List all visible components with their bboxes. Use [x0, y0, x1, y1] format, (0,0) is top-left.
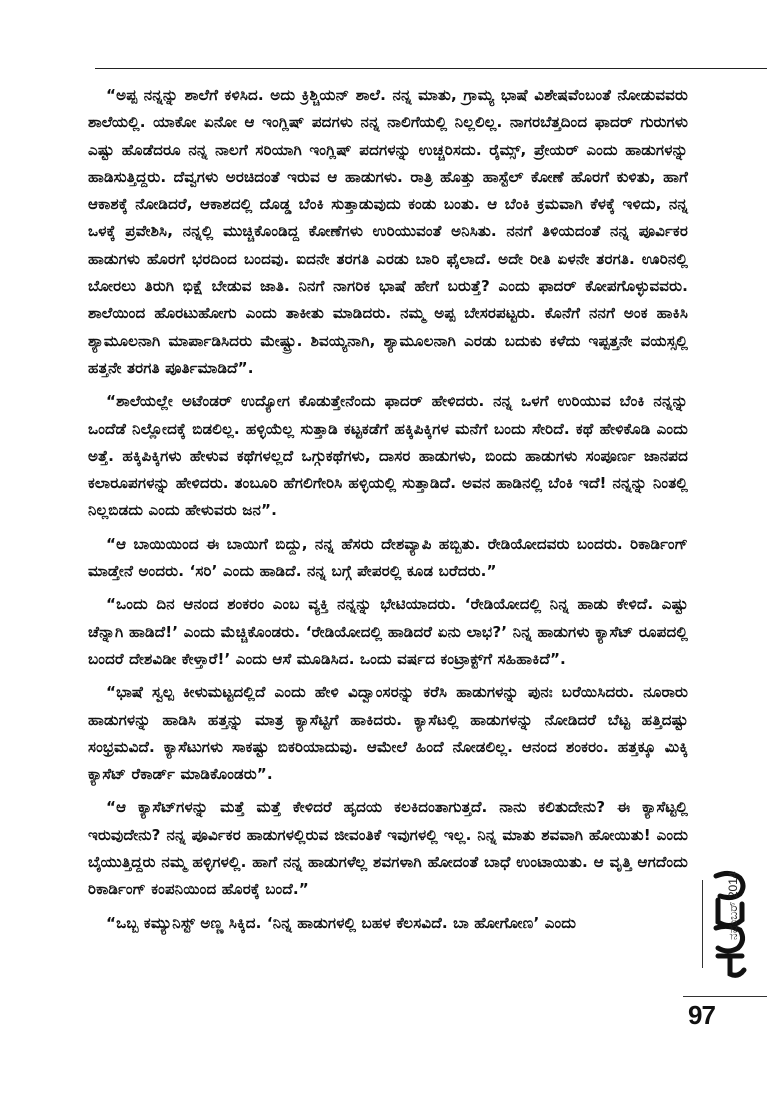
article-paragraph: “ಆ ಬಾಯಿಯಿಂದ ಈ ಬಾಯಿಗೆ ಬಿದ್ದು, ನನ್ನ ಹೆಸರು ದೇಶವ್ಯಾಪಿ ಹಬ್ಬಿತು. ರೇಡಿಯೋದವರು ಬಂದರು. ರಿಕಾರ್ಡಿಂಗ್ ಮಾಡ್ತೇನೆ ಅಂದರು. ‘ಸರಿ’ ಎಂದು ಹಾಡಿದೆ. ನನ್ನ ಬಗ್ಗೆ ಪೇಪರಲ್ಲಿ ಕೂಡ ಬರೆದರು.” — [88, 534, 688, 581]
magazine-masthead — [708, 870, 767, 980]
issue-date: ನವೆಂಬರ್ 2014 — [726, 871, 740, 940]
footer-rule — [683, 996, 767, 997]
article-paragraph: “ಭಾಷೆ ಸ್ವಲ್ಪ ಕೀಳುಮಟ್ಟದಲ್ಲಿದೆ ಎಂದು ಹೇಳಿ ವಿದ್ವಾಂಸರನ್ನು ಕರೆಸಿ ಹಾಡುಗಳನ್ನು ಪುನಃ ಬರೆಯಿಸಿದರು. ನೂರಾರು ಹಾಡುಗಳನ್ನು ಹಾಡಿಸಿ ಹತ್ತನ್ನು ಮಾತ್ರ ಕ್ಯಾಸೆಟ್ಟಿಗೆ ಹಾಕಿದರು. ಕ್ಯಾಸೆಟಲ್ಲಿ ಹಾಡುಗಳನ್ನು ನೋಡಿದರೆ ಬೆಟ್ಟ ಹತ್ತಿದಷ್ಟು ಸಂಭ್ರಮವಿದೆ. ಕ್ಯಾಸೆಟುಗಳು ಸಾಕಷ್ಟು ಬಿಕರಿಯಾದುವು. ಆಮೇಲೆ ಹಿಂದೆ ನೋಡಲಿಲ್ಲ. ಆನಂದ ಶಂಕರಂ. ಹತ್ತಕ್ಕೂ ಮಿಕ್ಕಿ ಕ್ಯಾಸೆಟ್ ರೆಕಾರ್ಡ್ ಮಾಡಿಕೊಂಡರು”. — [88, 683, 688, 784]
article-paragraph: “ಒಂದು ದಿನ ಆನಂದ ಶಂಕರಂ ಎಂಬ ವ್ಯಕ್ತಿ ನನ್ನನ್ನು ಭೇಟಿಯಾದರು. ‘ರೇಡಿಯೋದಲ್ಲಿ ನಿನ್ನ ಹಾಡು ಕೇಳಿದೆ. ಎಷ್ಟು ಚೆನ್ನಾಗಿ ಹಾಡಿದೆ!’ ಎಂದು ಮೆಚ್ಚಿಕೊಂಡರು. ‘ರೇಡಿಯೋದಲ್ಲಿ ಹಾಡಿದರೆ ಏನು ಲಾಭ?’ ನಿನ್ನ ಹಾಡುಗಳು ಕ್ಯಾಸೆಟ್ ರೂಪದಲ್ಲಿ ಬಂದರೆ ದೇಶವಿಡೀ ಕೇಳ್ತಾರೆ!’ ಎಂದು ಆಸೆ ಮೂಡಿಸಿದ. ಒಂದು ವರ್ಷದ ಕಂಟ್ರಾಕ್ಟ್‌ಗೆ ಸಹಿಹಾಕಿದೆ”. — [88, 595, 688, 668]
top-rule — [95, 68, 767, 69]
article-paragraph: “ಶಾಲೆಯಲ್ಲೇ ಅಟೆಂಡರ್ ಉದ್ಯೋಗ ಕೊಡುತ್ತೇನೆಂದು ಫಾದರ್ ಹೇಳಿದರು. ನನ್ನ ಒಳಗೆ ಉರಿಯುವ ಬೆಂಕಿ ನನ್ನನ್ನು ಒಂದೆಡೆ ನಿಲ್ಲೋದಕ್ಕೆ ಬಿಡಲಿಲ್ಲ. ಹಳ್ಳಿಯೆಲ್ಲ ಸುತ್ತಾಡಿ ಕಟ್ಟಕಡೆಗೆ ಹಕ್ಕಿಪಿಕ್ಕಿಗಳ ಮನೆಗೆ ಬಂದು ಸೇರಿದೆ. ಕಥೆ ಹೇಳಿಕೊಡಿ ಎಂದು ಅತ್ತೆ. ಹಕ್ಕಿಪಿಕ್ಕಿಗಳು ಹೇಳುವ ಕಥೆಗಳಲ್ಲದೆ ಒಗ್ಗುಕಥೆಗಳು, ದಾಸರ ಹಾಡುಗಳು, ಬಿಂದು ಹಾಡುಗಳು ಸಂಪೂರ್ಣ ಜಾನಪದ ಕಲಾರೂಪಗಳನ್ನು ಹೇಳಿದರು. ತಂಬೂರಿ ಹೆಗಲಿಗೇರಿಸಿ ಹಳ್ಳಿಯಲ್ಲಿ ಸುತ್ತಾಡಿದೆ. ಅವನ ಹಾಡಿನಲ್ಲಿ ಬೆಂಕಿ ಇದೆ! ನನ್ನನ್ನು ನಿಂತಲ್ಲಿ ನಿಲ್ಲಬಿಡದು ಎಂದು ಹೇಳುವರು ಜನ”. — [88, 392, 688, 520]
article-paragraph: “ಒಬ್ಬ ಕಮ್ಯುನಿಸ್ಟ್ ಅಣ್ಣ ಸಿಕ್ಕಿದ. ‘ನಿನ್ನ ಹಾಡುಗಳಲ್ಲಿ ಬಹಳ ಕೆಲಸವಿದೆ. ಬಾ ಹೋಗೋಣ’ ಎಂದು — [106, 913, 577, 932]
article-paragraph: “ಅಪ್ಪ ನನ್ನನ್ನು ಶಾಲೆಗೆ ಕಳಿಸಿದ. ಅದು ಕ್ರಿಶ್ಚಿಯನ್ ಶಾಲೆ. ನನ್ನ ಮಾತು, ಗ್ರಾಮ್ಯ ಭಾಷೆ ವಿಶೇಷವೆಂಬಂತೆ ನೋಡುವವರು ಶಾಲೆಯಲ್ಲಿ. ಯಾಕೋ ಏನೋ ಆ ಇಂಗ್ಲಿಷ್ ಪದಗಳು ನನ್ನ ನಾಲಿಗೆಯಲ್ಲಿ ನಿಲ್ಲಲಿಲ್ಲ. ನಾಗರಬೆತ್ತದಿಂದ ಫಾದರ್ ಗುರುಗಳು ಎಷ್ಟು ಹೊಡೆದರೂ ನನ್ನ ನಾಲಗೆ ಸರಿಯಾಗಿ ಇಂಗ್ಲಿಷ್ ಪದಗಳನ್ನು ಉಚ್ಚರಿಸದು. ರೈಮ್ಸ್, ಪ್ರೇಯರ್ ಎಂದು ಹಾಡುಗಳನ್ನು ಹಾಡಿಸುತ್ತಿದ್ದರು. ದೆವ್ವಗಳು ಅರಚಿದಂತೆ ಇರುವ ಆ ಹಾಡುಗಳು. ರಾತ್ರಿ ಹೊತ್ತು ಹಾಸ್ಟೆಲ್ ಕೋಣೆ ಹೊರಗೆ ಕುಳಿತು, ಹಾಗೆ ಆಕಾಶಕ್ಕೆ ನೋಡಿದರೆ, ಆಕಾಶದಲ್ಲಿ ದೊಡ್ಡ ಬೆಂಕಿ ಸುತ್ತಾಡುವುದು ಕಂಡು ಬಂತು. ಆ ಬೆಂಕಿ ಕ್ರಮವಾಗಿ ಕೆಳಕ್ಕೆ ಇಳಿದು, ನನ್ನ ಒಳಕ್ಕೆ ಪ್ರವೇಶಿಸಿ, ನನ್ನಲ್ಲಿ ಮುಚ್ಚಿಕೊಂಡಿದ್ದ ಕೋಣೆಗಳು ಉರಿಯುವಂತೆ ಅನಿಸಿತು. ನನಗೆ ತಿಳಿಯದಂತೆ ನನ್ನ ಪೂರ್ವಿಕರ ಹಾಡುಗಳು ಹೊರಗೆ ಭರದಿಂದ ಬಂದವು. ಐದನೇ ತರಗತಿ ಎರಡು ಬಾರಿ ಫೈಲಾದೆ. ಅದೇ ರೀತಿ ಏಳನೇ ತರಗತಿ. ಊರಿನಲ್ಲಿ ಬೋರಲು ತಿರುಗಿ ಭಿಕ್ಷೆ ಬೇಡುವ ಜಾತಿ. ನಿನಗೆ ನಾಗರಿಕ ಭಾಷೆ ಹೇಗೆ ಬರುತ್ತೆ? ಎಂದು ಫಾದರ್ ಕೋಪಗೊಳ್ಳುವವರು. ಶಾಲೆಯಿಂದ ಹೊರಟುಹೋಗು ಎಂದು ತಾಕೀತು ಮಾಡಿದರು. ನಮ್ಮ ಅಪ್ಪ ಬೇಸರಪಟ್ಟರು. ಕೊನೆಗೆ ನನಗೆ ಅಂಕ ಹಾಕಿಸಿ ಶ್ಯಾಮೂಲನಾಗಿ ಮಾರ್ಪಾಡಿಸಿದರು ಮೇಷ್ಟ್ರು. ಶಿವಯ್ಯನಾಗಿ, ಶ್ಯಾಮೂಲನಾಗಿ ಎರಡು ಬದುಕು ಕಳೆದು ಇಪ್ಪತ್ತನೇ ವಯಸ್ಸಲ್ಲಿ ಹತ್ತನೇ ತರಗತಿ ಪೂರ್ತಿಮಾಡಿದೆ”. — [88, 86, 688, 377]
article-paragraph: “ಆ ಕ್ಯಾಸೆಟ್‌ಗಳನ್ನು ಮತ್ತೆ ಮತ್ತೆ ಕೇಳಿದರೆ ಹೃದಯ ಕಲಕಿದಂತಾಗುತ್ತದೆ. ನಾನು ಕಲಿತುದೇನು? ಈ ಕ್ಯಾಸೆಟ್ಟಲ್ಲಿ ಇರುವುದೇನು? ನನ್ನ ಪೂರ್ವಿಕರ ಹಾಡುಗಳಲ್ಲಿರುವ ಜೀವಂತಿಕೆ ಇವುಗಳಲ್ಲಿ ಇಲ್ಲ. ನಿನ್ನ ಮಾತು ಶವವಾಗಿ ಹೋಯಿತು! ಎಂದು ಬೈಯುತ್ತಿದ್ದರು ನಮ್ಮ ಹಳ್ಳಿಗಳಲ್ಲಿ. ಹಾಗೆ ನನ್ನ ಹಾಡುಗಳೆಲ್ಲ ಶವಗಳಾಗಿ ಹೋದಂತೆ ಬಾಧೆ ಉಂಟಾಯಿತು. ಆ ವೃತ್ತಿ ಆಗದೆಂದು ರಿಕಾರ್ಡಿಂಗ್ ಕಂಪನಿಯಿಂದ ಹೊರಕ್ಕೆ ಬಂದೆ.” — [88, 798, 688, 899]
page-number: 97 — [688, 1000, 715, 1030]
masthead-divider — [702, 880, 703, 968]
article-body — [88, 82, 688, 943]
